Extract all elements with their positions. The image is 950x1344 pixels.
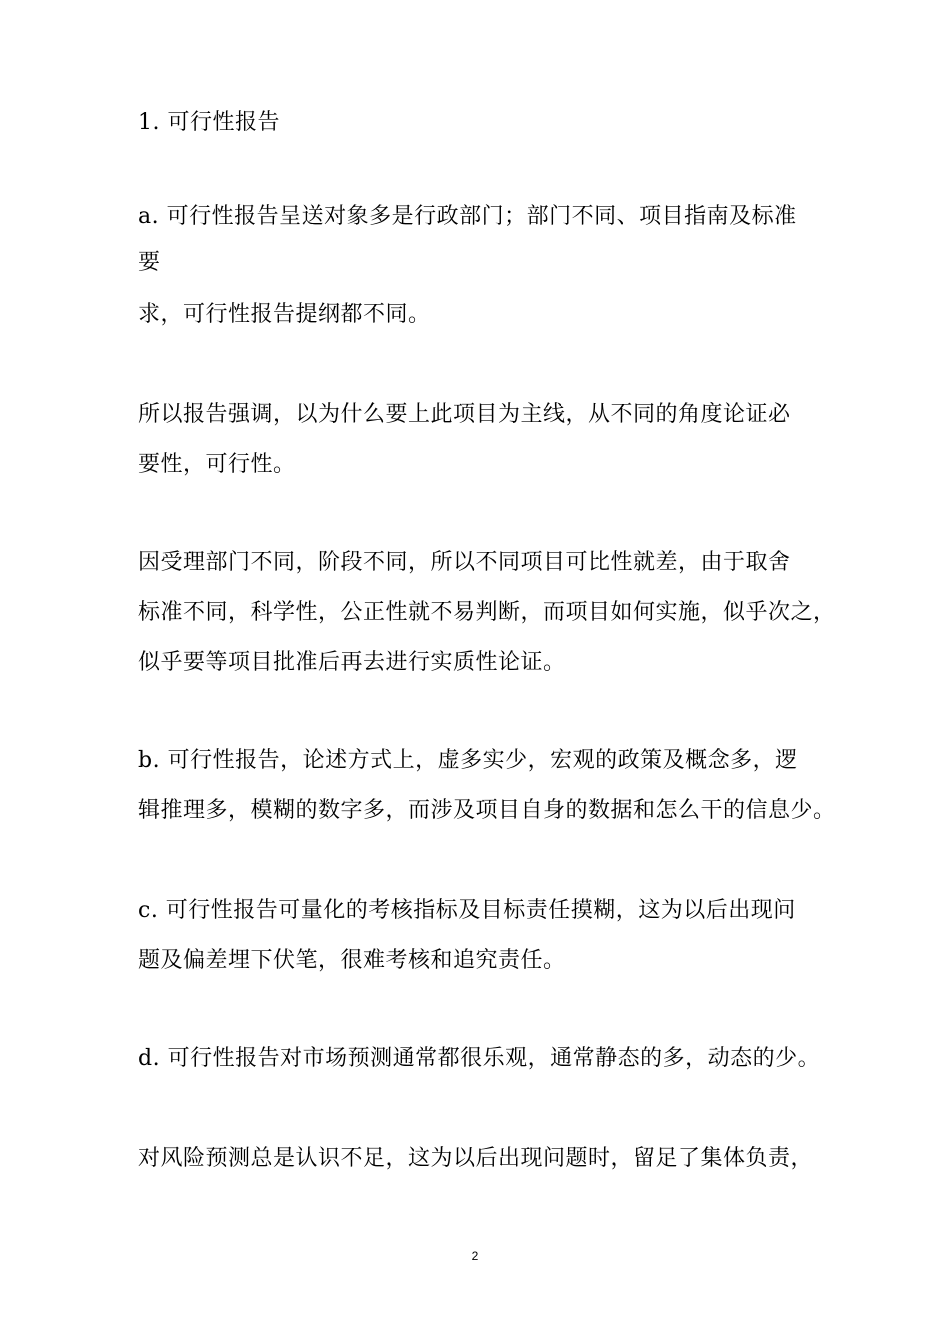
paragraph-3-line-3: 似乎要等项目批准后再去进行实质性论证。 <box>138 650 566 675</box>
paragraph-2-line-1: 所以报告强调，以为什么要上此项目为主线，从不同的角度论证必 <box>138 402 791 427</box>
page-number: 2 <box>471 1249 479 1263</box>
paragraph-3-line-1: 因受理部门不同，阶段不同，所以不同项目可比性就差，由于取舍 <box>138 550 791 575</box>
paragraph-2-line-2: 要性，可行性。 <box>138 452 296 477</box>
paragraph-b-line-2: 辑推理多，模糊的数字多，而涉及项目自身的数据和怎么干的信息少。 <box>138 798 836 823</box>
paragraph-a-line-2: 要 <box>138 250 161 275</box>
paragraph-c-line-1: c. 可行性报告可量化的考核指标及目标责任摸糊，这为以后出现问 <box>138 898 796 923</box>
paragraph-a-line-1: a. 可行性报告呈送对象多是行政部门；部门不同、项目指南及标准 <box>138 204 797 229</box>
paragraph-risk-line-1: 对风险预测总是认识不足，这为以后出现问题时，留足了集体负责， <box>138 1146 814 1171</box>
paragraph-d-line-1: d. 可行性报告对市场预测通常都很乐观，通常静态的多，动态的少。 <box>138 1046 821 1071</box>
paragraph-3-line-2: 标准不同，科学性，公正性就不易判断，而项目如何实施，似乎次之， <box>138 600 836 625</box>
heading-line: 1. 可行性报告 <box>138 110 280 135</box>
paragraph-a-line-3: 求，可行性报告提纲都不同。 <box>138 302 431 327</box>
paragraph-b-line-1: b. 可行性报告，论述方式上，虚多实少，宏观的政策及概念多，逻 <box>138 748 798 773</box>
paragraph-c-line-2: 题及偏差埋下伏笔，很难考核和追究责任。 <box>138 948 566 973</box>
